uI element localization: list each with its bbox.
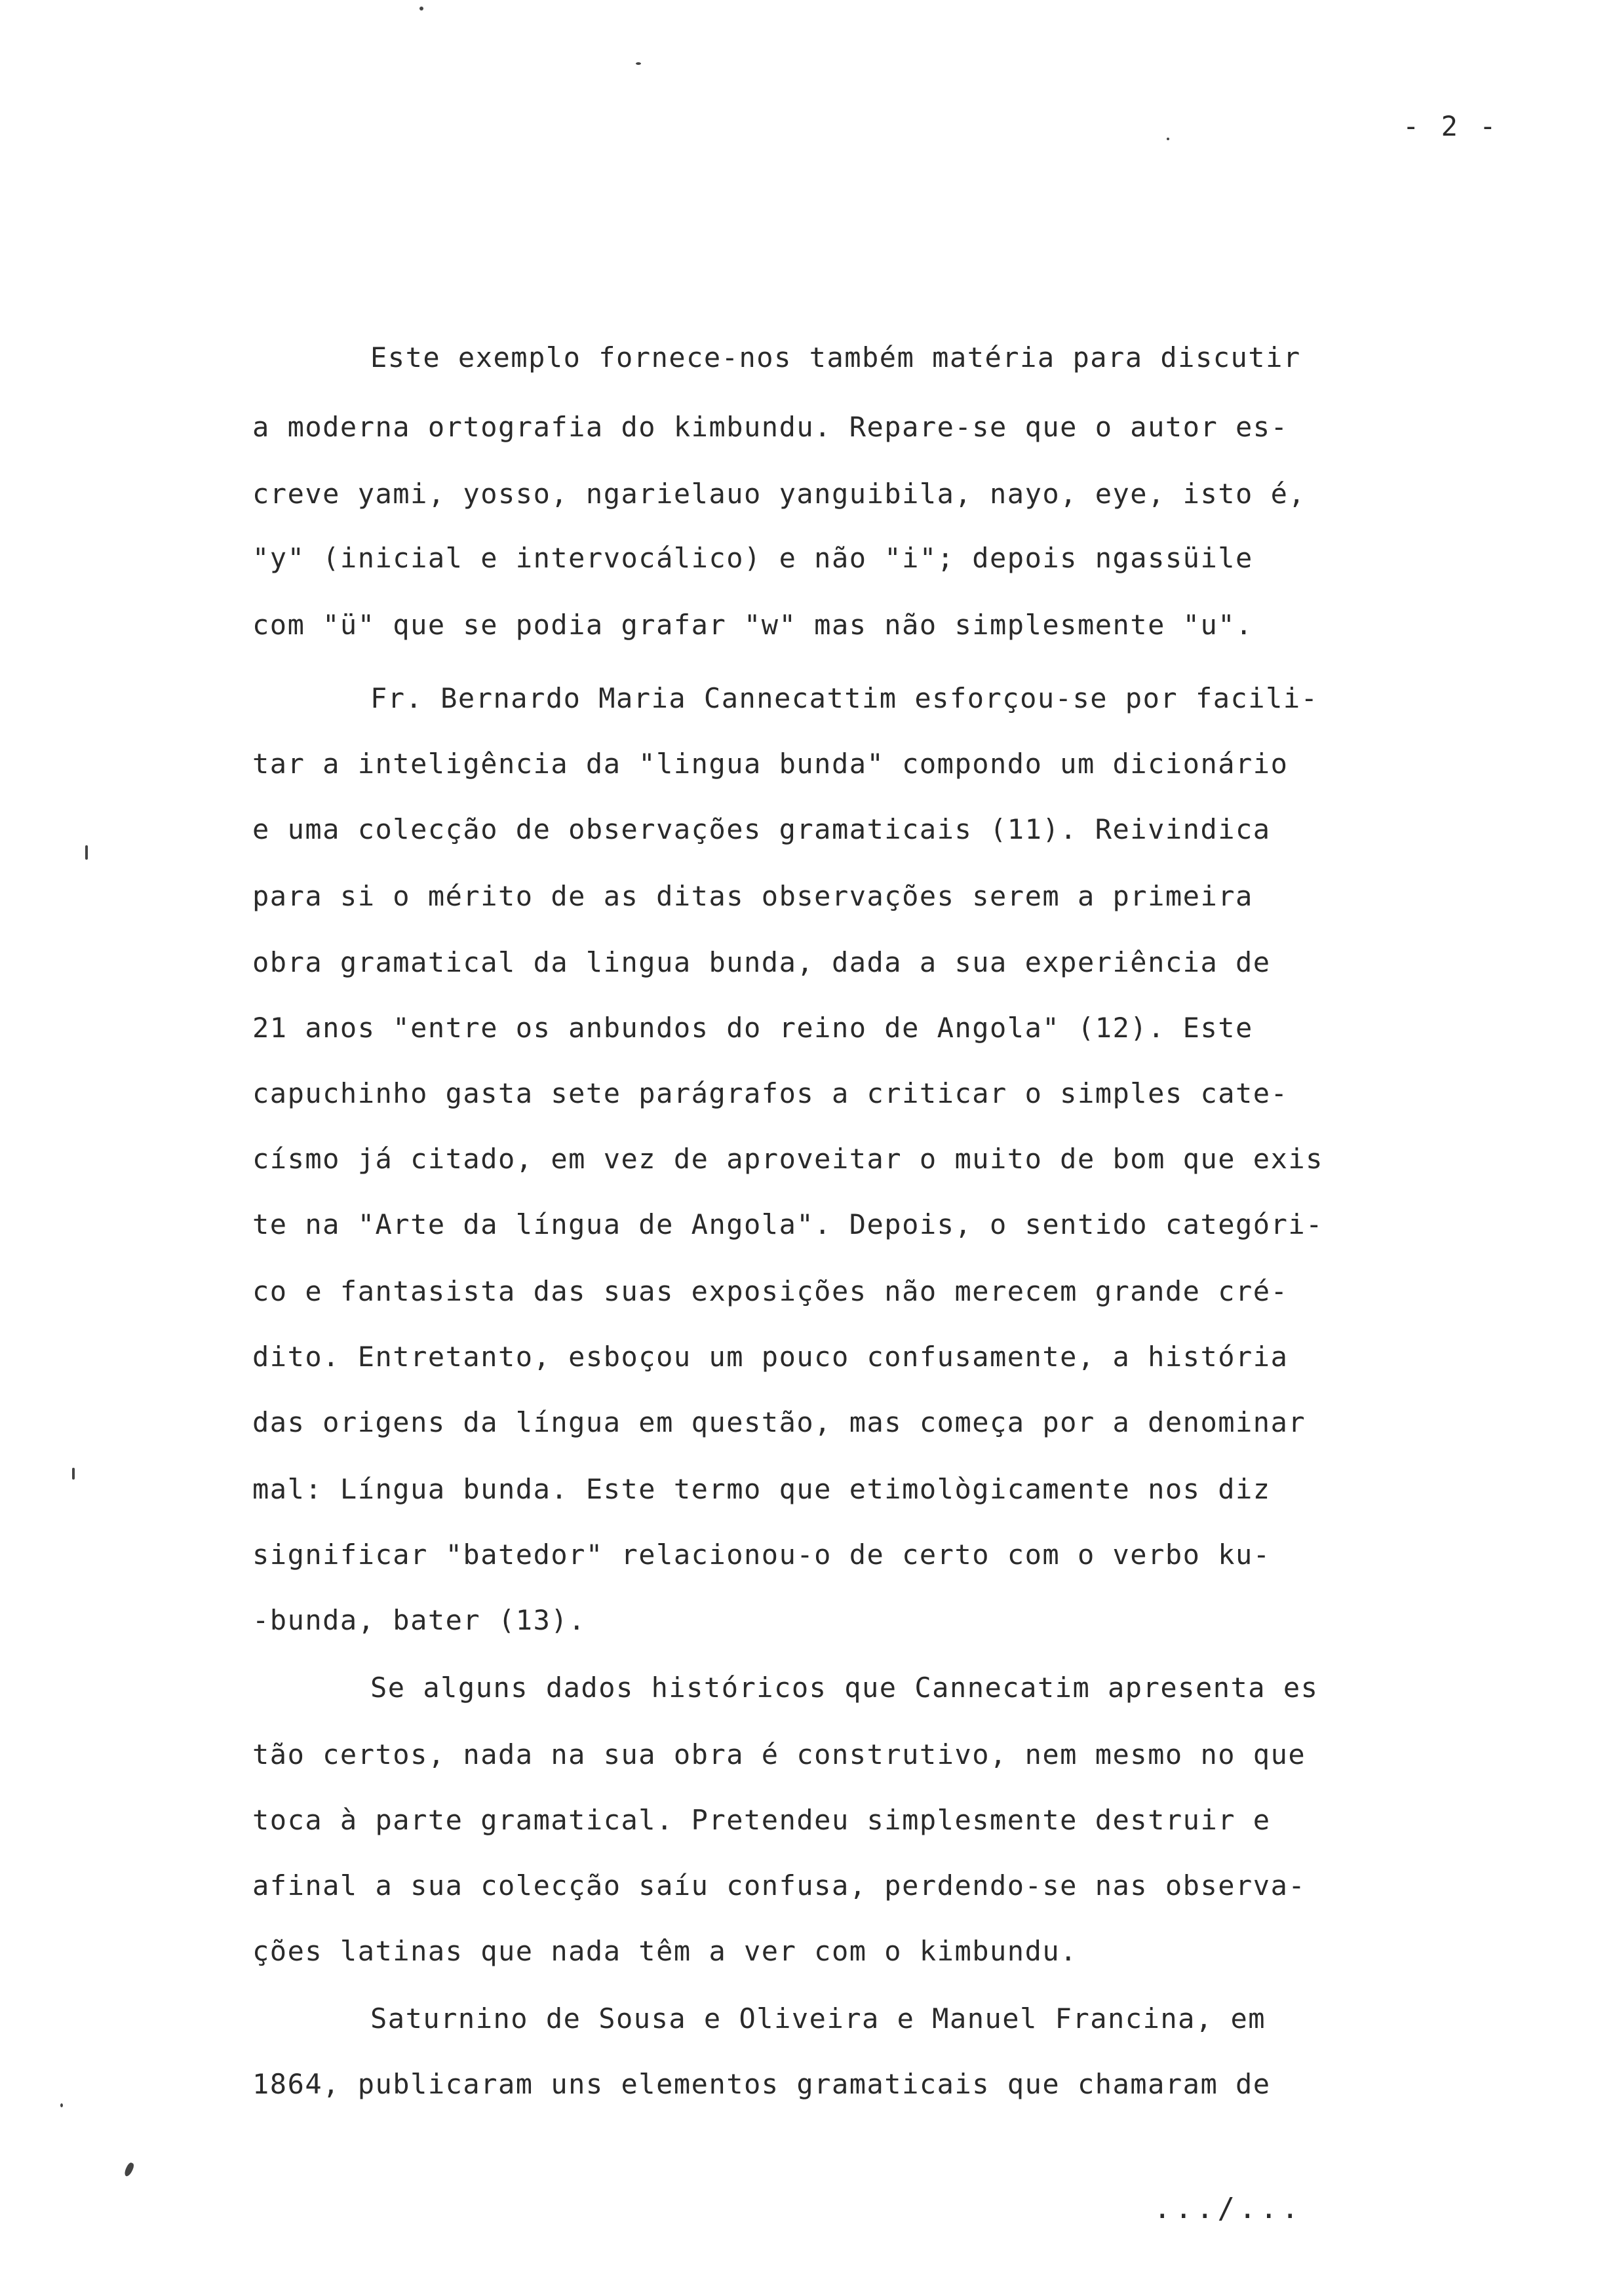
- scan-speck: [419, 7, 423, 10]
- text-line: tar a inteligência da "lingua bunda" compondo um dicionário: [252, 748, 1289, 780]
- text-line: creve yami, yosso, ngarielauo yanguibila, nayo, eye, isto é,: [252, 478, 1306, 510]
- text-line: Fr. Bernardo Maria Cannecattim esforçou-se por facili-: [370, 682, 1319, 714]
- text-line: significar "batedor" relacionou-o de certo com o verbo ku-: [252, 1539, 1271, 1571]
- text-line: ções latinas que nada têm a ver com o kimbundu.: [252, 1935, 1078, 1967]
- scan-speck: [85, 845, 88, 860]
- scan-speck: [1167, 138, 1169, 140]
- text-line: Saturnino de Sousa e Oliveira e Manuel Francina, em: [370, 2002, 1266, 2035]
- text-line: afinal a sua colecção saíu confusa, perdendo-se nas observa-: [252, 1869, 1306, 1902]
- text-line: e uma colecção de observações gramaticais (11). Reivindica: [252, 813, 1271, 845]
- text-line: capuchinho gasta sete parágrafos a criticar o simples cate-: [252, 1077, 1289, 1109]
- text-line: das origens da língua em questão, mas começa por a denominar: [252, 1406, 1306, 1438]
- text-line: com "ü" que se podia grafar "w" mas não simplesmente "u".: [252, 609, 1253, 641]
- text-line: toca à parte gramatical. Pretendeu simplesmente destruir e: [252, 1804, 1271, 1836]
- text-line: tão certos, nada na sua obra é construtivo, nem mesmo no que: [252, 1738, 1306, 1770]
- text-line: císmo já citado, em vez de aproveitar o muito de bom que exis: [252, 1143, 1323, 1175]
- page-number: - 2 -: [1403, 110, 1499, 142]
- text-line: Este exemplo fornece-nos também matéria para discutir: [370, 341, 1301, 373]
- scan-speck: [60, 2103, 63, 2107]
- text-line: 21 anos "entre os anbundos do reino de Angola" (12). Este: [252, 1012, 1253, 1044]
- text-line: mal: Língua bunda. Este termo que etimològicamente nos diz: [252, 1473, 1271, 1505]
- text-line: Se alguns dados históricos que Cannecatim apresenta es: [370, 1672, 1319, 1704]
- text-line: te na "Arte da língua de Angola". Depois, o sentido categóri-: [252, 1208, 1323, 1240]
- text-line: obra gramatical da lingua bunda, dada a sua experiência de: [252, 946, 1271, 978]
- text-line: para si o mérito de as ditas observações serem a primeira: [252, 880, 1253, 912]
- text-line: "y" (inicial e intervocálico) e não "i"; depois ngassüile: [252, 542, 1253, 574]
- text-line: dito. Entretanto, esboçou um pouco confusamente, a história: [252, 1341, 1289, 1373]
- scan-speck: [636, 62, 641, 65]
- text-line: -bunda, bater (13).: [252, 1604, 586, 1636]
- text-line: a moderna ortografia do kimbundu. Repare-se que o autor es-: [252, 411, 1289, 443]
- continuation-mark: .../...: [1154, 2192, 1303, 2225]
- scan-speck: [72, 1468, 75, 1480]
- text-line: co e fantasista das suas exposições não merecem grande cré-: [252, 1275, 1289, 1307]
- text-line: 1864, publicaram uns elementos gramaticais que chamaram de: [252, 2068, 1271, 2100]
